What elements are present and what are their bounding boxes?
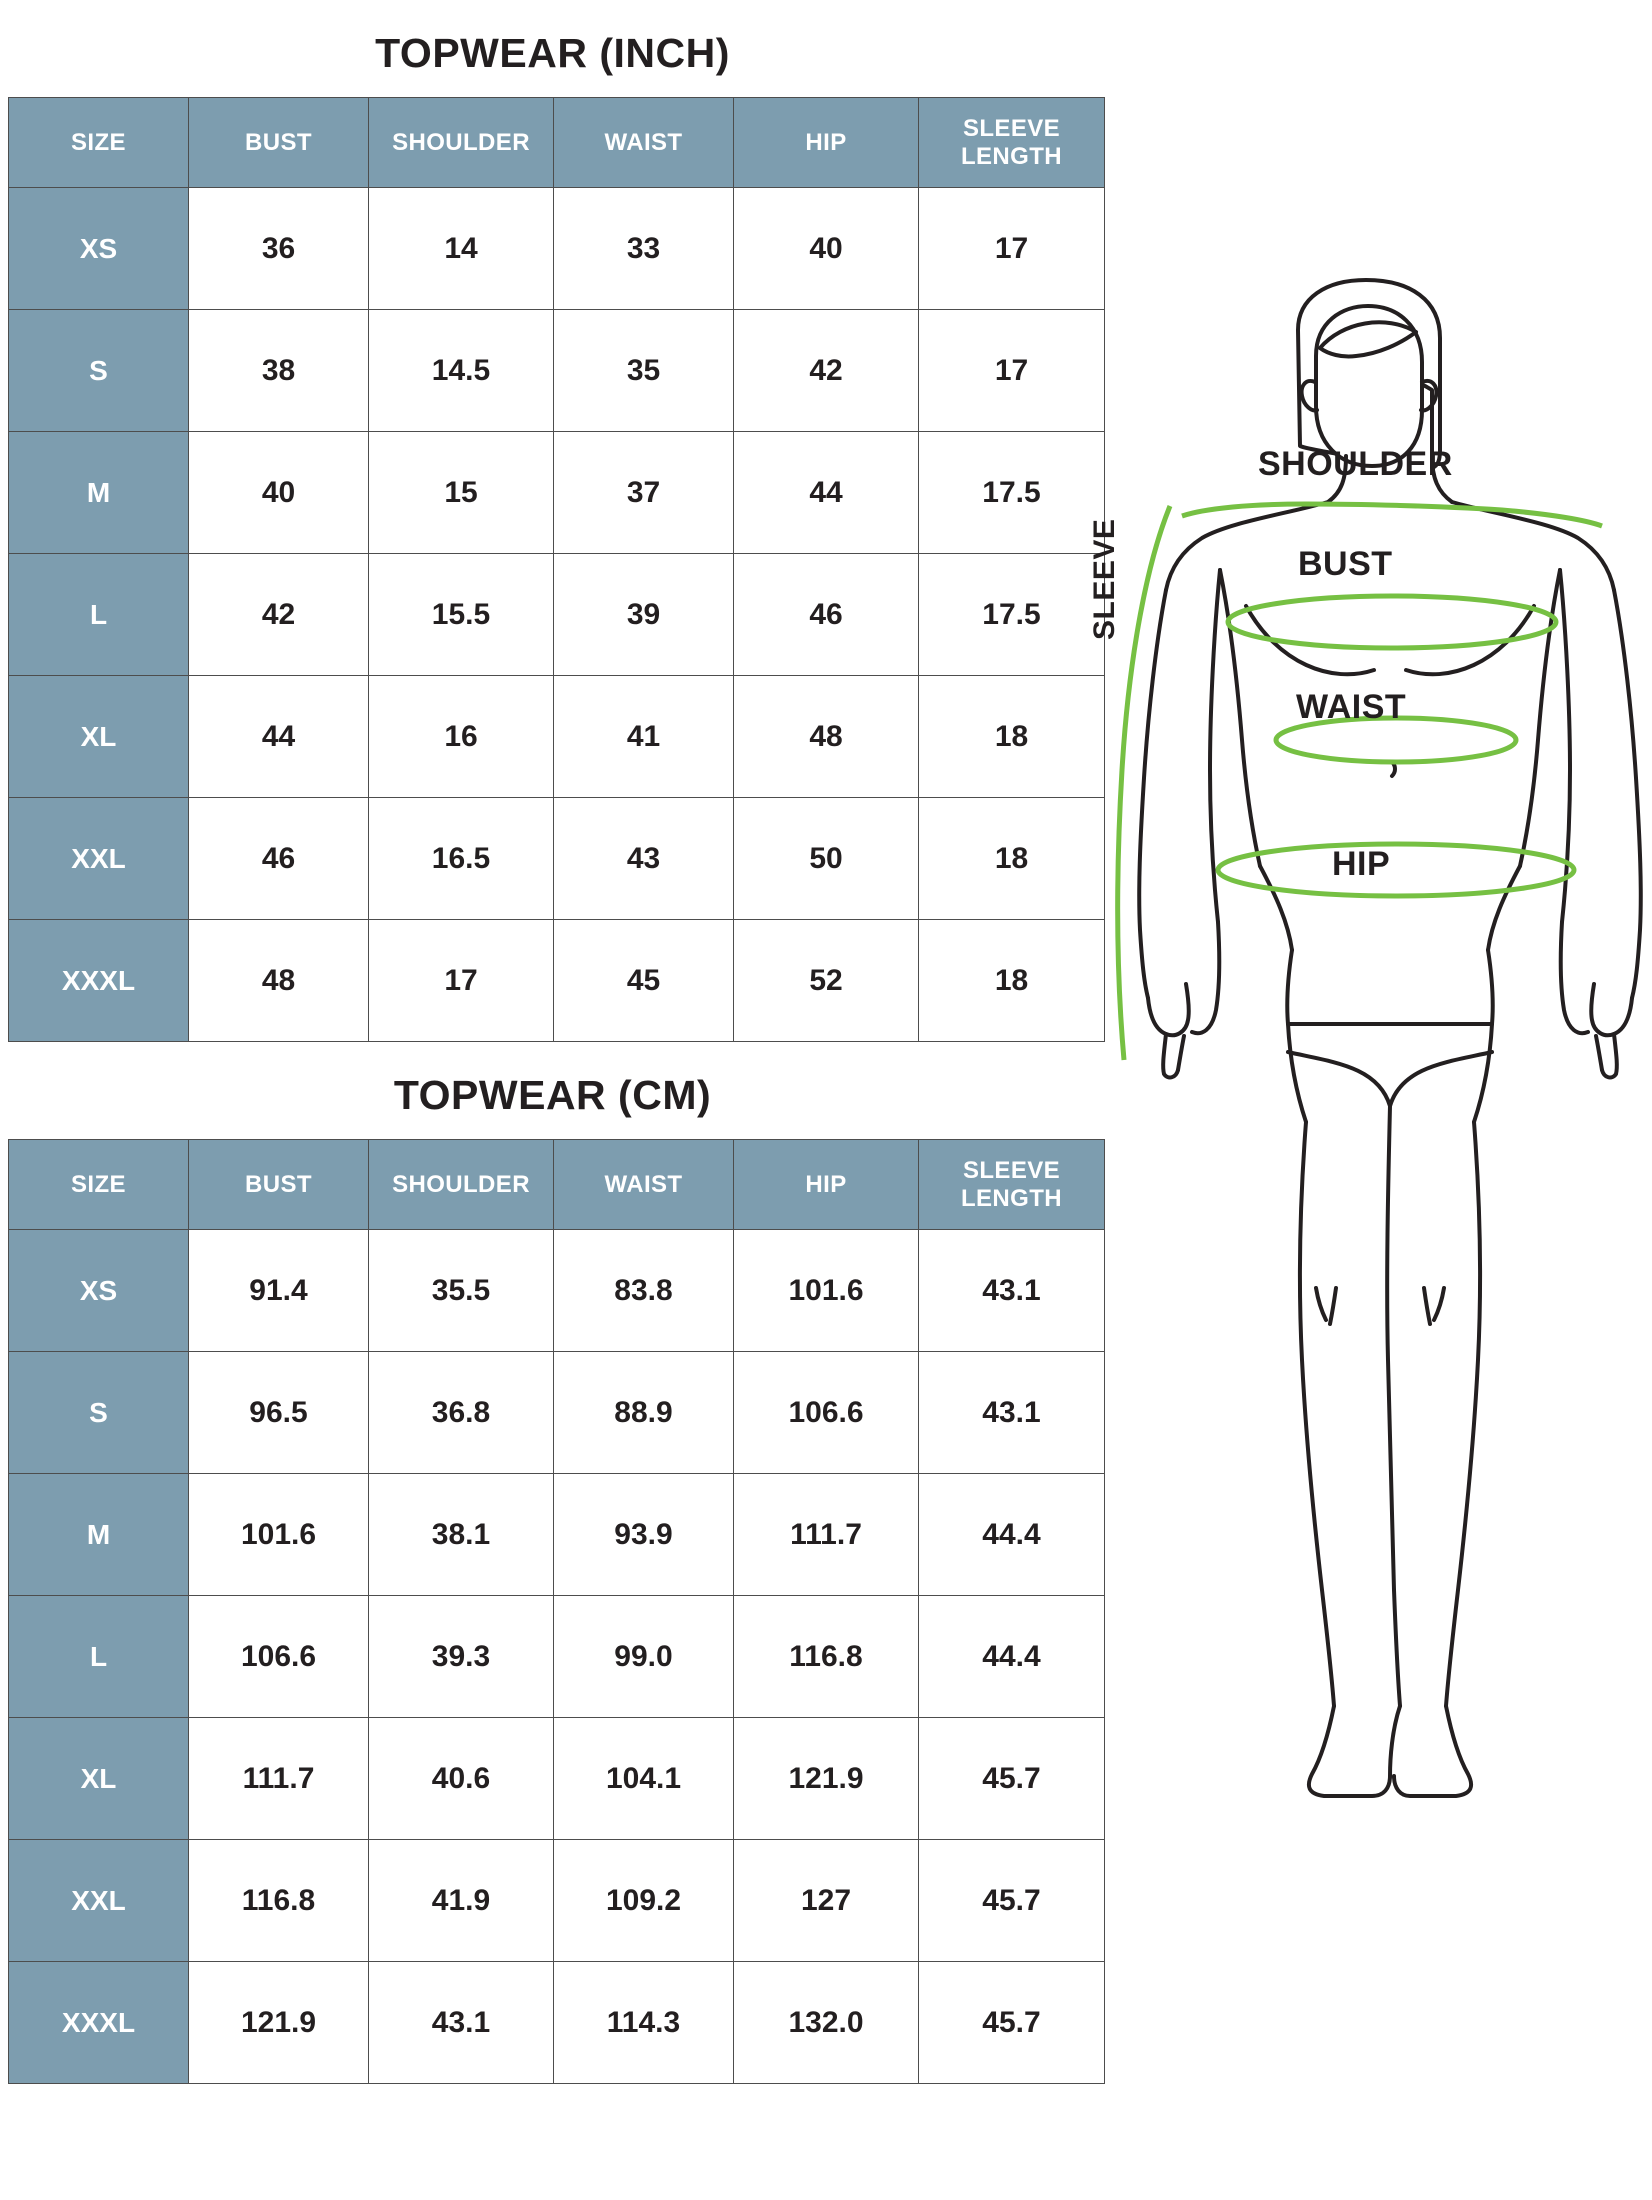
sleeve-length-value: 17.5 — [919, 432, 1105, 554]
shoulder-value: 43.1 — [369, 1962, 554, 2084]
topwear-inch-title: TOPWEAR (INCH) — [375, 30, 730, 76]
sleeve-length-value: 18 — [919, 676, 1105, 798]
hip-value: 50 — [734, 798, 919, 920]
table-row — [9, 554, 1105, 676]
bust-value: 42 — [189, 554, 369, 676]
hip-value: 42 — [734, 310, 919, 432]
waist-value: 93.9 — [554, 1474, 734, 1596]
table-header-row — [9, 98, 1105, 188]
waist-value: 43 — [554, 798, 734, 920]
shoulder-value: 16 — [369, 676, 554, 798]
column-header-hip: HIP — [734, 98, 919, 188]
hip-value: 127 — [734, 1840, 919, 1962]
topwear-cm-table — [8, 1139, 1105, 2084]
hip-value: 44 — [734, 432, 919, 554]
bust-value: 96.5 — [189, 1352, 369, 1474]
waist-value: 41 — [554, 676, 734, 798]
shoulder-value: 36.8 — [369, 1352, 554, 1474]
shoulder-value: 41.9 — [369, 1840, 554, 1962]
shoulder-value: 16.5 — [369, 798, 554, 920]
waist-value: 99.0 — [554, 1596, 734, 1718]
shoulder-value: 40.6 — [369, 1718, 554, 1840]
column-header-sleeve-length: SLEEVE LENGTH — [919, 98, 1105, 188]
size-label: M — [9, 1474, 189, 1596]
sleeve-length-value: 44.4 — [919, 1474, 1105, 1596]
shoulder-value: 38.1 — [369, 1474, 554, 1596]
bust-value: 44 — [189, 676, 369, 798]
size-label: XXL — [9, 1840, 189, 1962]
bust-value: 91.4 — [189, 1230, 369, 1352]
size-label: S — [9, 310, 189, 432]
bust-value: 40 — [189, 432, 369, 554]
bust-value: 48 — [189, 920, 369, 1042]
size-label: XS — [9, 188, 189, 310]
sleeve-length-value: 43.1 — [919, 1352, 1105, 1474]
hip-value: 116.8 — [734, 1596, 919, 1718]
table-row — [9, 310, 1105, 432]
column-header-shoulder: SHOULDER — [369, 1140, 554, 1230]
column-header-shoulder: SHOULDER — [369, 98, 554, 188]
bust-value: 116.8 — [189, 1840, 369, 1962]
table-row — [9, 1596, 1105, 1718]
sleeve-length-value: 44.4 — [919, 1596, 1105, 1718]
table-row — [9, 1230, 1105, 1352]
size-label: XXXL — [9, 1962, 189, 2084]
size-label: XL — [9, 1718, 189, 1840]
measurement-figure — [1088, 270, 1650, 1970]
bust-value: 106.6 — [189, 1596, 369, 1718]
size-label: L — [9, 1596, 189, 1718]
size-label: M — [9, 432, 189, 554]
size-label: L — [9, 554, 189, 676]
hip-value: 48 — [734, 676, 919, 798]
waist-value: 114.3 — [554, 1962, 734, 2084]
table-row — [9, 798, 1105, 920]
hip-value: 111.7 — [734, 1474, 919, 1596]
table-header-row — [9, 1140, 1105, 1230]
table-row — [9, 1474, 1105, 1596]
bust-value: 36 — [189, 188, 369, 310]
shoulder-value: 39.3 — [369, 1596, 554, 1718]
table-row — [9, 432, 1105, 554]
hip-value: 121.9 — [734, 1718, 919, 1840]
column-header-waist: WAIST — [554, 98, 734, 188]
figure-label-hip: HIP — [1332, 845, 1391, 883]
waist-value: 39 — [554, 554, 734, 676]
shoulder-value: 35.5 — [369, 1230, 554, 1352]
column-header-sleeve-length: SLEEVE LENGTH — [919, 1140, 1105, 1230]
waist-value: 109.2 — [554, 1840, 734, 1962]
waist-value: 45 — [554, 920, 734, 1042]
hip-value: 101.6 — [734, 1230, 919, 1352]
sleeve-length-value: 45.7 — [919, 1718, 1105, 1840]
figure-label-sleeve: SLEEVE — [1088, 518, 1121, 640]
sleeve-length-value: 18 — [919, 798, 1105, 920]
column-header-size: SIZE — [9, 98, 189, 188]
figure-label-bust: BUST — [1298, 545, 1393, 583]
waist-value: 33 — [554, 188, 734, 310]
sleeve-length-value: 17 — [919, 310, 1105, 432]
size-label: S — [9, 1352, 189, 1474]
size-label: XXXL — [9, 920, 189, 1042]
table-row — [9, 188, 1105, 310]
topwear-inch-table — [8, 97, 1105, 1042]
bust-value: 101.6 — [189, 1474, 369, 1596]
topwear-cm-title: TOPWEAR (CM) — [393, 1072, 712, 1118]
female-body-diagram — [1110, 270, 1650, 1950]
table-row — [9, 1840, 1105, 1962]
shoulder-value: 14.5 — [369, 310, 554, 432]
bust-value: 38 — [189, 310, 369, 432]
figure-label-waist: WAIST — [1296, 688, 1407, 726]
column-header-hip: HIP — [734, 1140, 919, 1230]
waist-value: 88.9 — [554, 1352, 734, 1474]
table-row — [9, 920, 1105, 1042]
sleeve-length-value: 18 — [919, 920, 1105, 1042]
waist-value: 83.8 — [554, 1230, 734, 1352]
waist-value: 37 — [554, 432, 734, 554]
bust-value: 121.9 — [189, 1962, 369, 2084]
hip-value: 106.6 — [734, 1352, 919, 1474]
sleeve-length-value: 45.7 — [919, 1840, 1105, 1962]
table-row — [9, 676, 1105, 798]
bust-measure-line — [1228, 596, 1556, 648]
hip-value: 40 — [734, 188, 919, 310]
waist-value: 104.1 — [554, 1718, 734, 1840]
sleeve-length-value: 17.5 — [919, 554, 1105, 676]
hip-value: 132.0 — [734, 1962, 919, 2084]
size-label: XL — [9, 676, 189, 798]
shoulder-value: 14 — [369, 188, 554, 310]
column-header-bust: BUST — [189, 1140, 369, 1230]
column-header-waist: WAIST — [554, 1140, 734, 1230]
hip-measure-line — [1218, 844, 1574, 896]
hip-value: 46 — [734, 554, 919, 676]
bust-value: 46 — [189, 798, 369, 920]
column-header-bust: BUST — [189, 98, 369, 188]
shoulder-value: 15.5 — [369, 554, 554, 676]
table-row — [9, 1352, 1105, 1474]
sleeve-length-value: 45.7 — [919, 1962, 1105, 2084]
shoulder-value: 17 — [369, 920, 554, 1042]
table-row — [9, 1962, 1105, 2084]
hip-value: 52 — [734, 920, 919, 1042]
sleeve-length-value: 17 — [919, 188, 1105, 310]
table-row — [9, 1718, 1105, 1840]
column-header-size: SIZE — [9, 1140, 189, 1230]
figure-label-shoulder: SHOULDER — [1258, 445, 1453, 483]
waist-value: 35 — [554, 310, 734, 432]
bust-value: 111.7 — [189, 1718, 369, 1840]
sleeve-length-value: 43.1 — [919, 1230, 1105, 1352]
size-label: XXL — [9, 798, 189, 920]
shoulder-value: 15 — [369, 432, 554, 554]
size-label: XS — [9, 1230, 189, 1352]
